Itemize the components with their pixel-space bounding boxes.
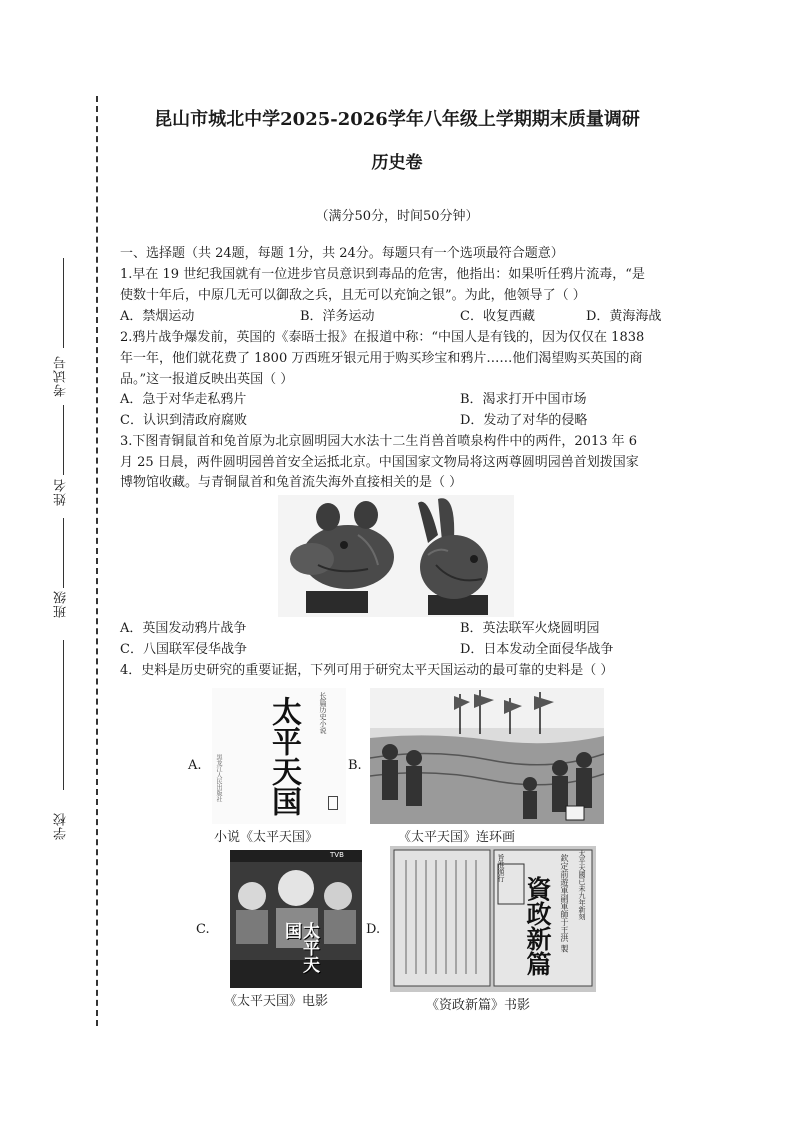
exam-no-underline <box>63 258 64 348</box>
novel-cover-title: 太平天国 <box>266 696 301 816</box>
novel-cover-side-text: 长篇历史小说 <box>319 692 327 734</box>
zizheng-author-line: 欽定前遊軍副軍師于王洪 製 <box>560 854 569 953</box>
film-poster-title: 太平天国 <box>281 922 319 973</box>
q3-stem-line1: 3.下图青铜鼠首和兔首原为北京圆明园大水法十二生肖兽首喷泉构件中的两件，2013 年 6 <box>120 434 638 449</box>
zizheng-box-text: 旨准頒行 <box>497 854 505 882</box>
class-underline <box>63 518 64 588</box>
q1-option-c: C．收复西藏 <box>460 309 535 324</box>
name-label: 姓名 <box>54 478 69 506</box>
q2-option-b: B．渴求打开中国市场 <box>460 392 587 407</box>
school-underline <box>63 640 64 790</box>
q1-stem-line2: 使数十年后，中原几无可以御敌之兵，且无可以充饷之银”。为此，他领导了（ ） <box>120 288 586 303</box>
q4-label-a: A. <box>188 758 202 773</box>
zodiac-heads-photo <box>278 495 514 617</box>
class-label: 班级 <box>54 590 69 618</box>
q4-label-c: C. <box>196 922 210 937</box>
publisher-seal-icon <box>328 796 338 810</box>
zizheng-xinpian-page-image <box>390 846 596 992</box>
q4-stem: 4．史料是历史研究的重要证据，下列可用于研究太平天国运动的最可靠的史料是（ ） <box>120 663 614 678</box>
q1-option-d: D．黄海海战 <box>586 309 662 324</box>
q4-label-b: B. <box>348 758 362 773</box>
q2-option-c: C．认识到清政府腐败 <box>120 413 247 428</box>
section-heading: 一、选择题（共 24题，每题 1分，共 24分。每题只有一个选项最符合题意） <box>120 246 564 261</box>
q2-stem-line3: 品。”这一报道反映出英国（ ） <box>120 372 294 387</box>
q1-stem-line1: 1.早在 19 世纪我国就有一位进步官员意识到毒品的危害，他指出：如果听任鸦片流毒，“是 <box>120 267 645 282</box>
tvb-logo: TVB <box>330 851 344 859</box>
q4-label-d: D. <box>366 922 381 937</box>
q4-caption-a: 小说《太平天国》 <box>214 830 319 845</box>
novel-cover-image <box>212 688 346 824</box>
q2-option-d: D．发动了对华的侵略 <box>460 413 588 428</box>
q4-caption-c: 《太平天国》电影 <box>224 994 329 1009</box>
name-underline <box>63 405 64 475</box>
comic-illustration-image <box>370 688 604 824</box>
q3-option-c: C．八国联军侵华战争 <box>120 642 247 657</box>
q2-stem-line1: 2.鸦片战争爆发前，英国的《泰晤士报》在报道中称：“中国人是有钱的，因为仅仅在 1838 <box>120 330 645 345</box>
score-info: （满分50分，时间50分钟） <box>315 209 479 224</box>
q3-option-d: D．日本发动全面侵华战争 <box>460 642 614 657</box>
q4-caption-b: 《太平天国》连环画 <box>398 830 516 845</box>
exam-subtitle: 历史卷 <box>371 153 423 173</box>
binding-cut-line <box>96 96 98 1026</box>
exam-title: 昆山市城北中学2025-2026学年八年级上学期期末质量调研 <box>154 109 640 130</box>
school-label: 学校 <box>54 812 69 840</box>
exam-no-label: 考试号 <box>54 355 69 397</box>
q1-option-a: A．禁烟运动 <box>120 309 195 324</box>
q4-caption-d: 《资政新篇》书影 <box>426 998 531 1013</box>
q3-stem-line3: 博物馆收藏。与青铜鼠首和兔首流失海外直接相关的是（ ） <box>120 475 463 490</box>
q3-option-b: B．英法联军火烧圆明园 <box>460 621 600 636</box>
q2-stem-line2: 年一年，他们就花费了 1800 万西班牙银元用于购买珍宝和鸦片……他们渴望购买英国的商 <box>120 351 643 366</box>
q1-option-b: B．洋务运动 <box>300 309 375 324</box>
zizheng-edition-line: 太平天國已未九年新刻 <box>578 850 586 920</box>
q3-stem-line2: 月 25 日晨，两件圆明园兽首安全运抵北京。中国国家文物局将这两尊圆明园兽首划拨国家 <box>120 455 639 470</box>
q3-option-a: A．英国发动鸦片战争 <box>120 621 247 636</box>
film-poster-image <box>230 850 362 988</box>
zizheng-title: 資政新篇 <box>523 876 552 976</box>
q2-option-a: A．急于对华走私鸦片 <box>120 392 247 407</box>
novel-cover-publisher: 黑龙江人民出版社 <box>215 754 222 802</box>
